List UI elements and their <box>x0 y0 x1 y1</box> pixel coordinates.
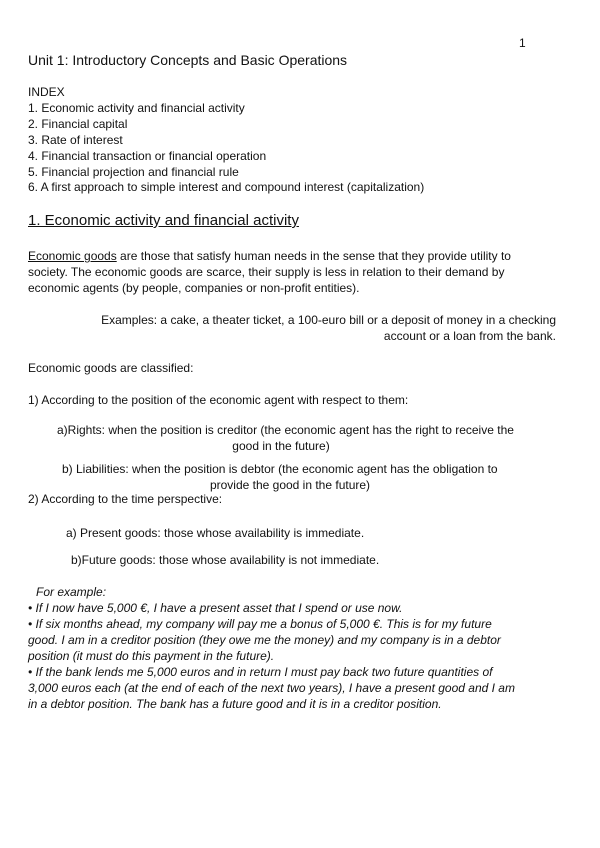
page-number: 1 <box>519 36 526 50</box>
criterion-2: 2) According to the time perspective: <box>28 492 223 506</box>
index-item: 4. Financial transaction or financial operation <box>28 149 267 163</box>
index-heading: INDEX <box>28 85 65 99</box>
future-goods: b)Future goods: those whose availability is not immediate. <box>71 553 380 567</box>
example-line: • If I now have 5,000 €, I have a present asset that I spend or use now. <box>28 601 403 615</box>
examples-line: account or a loan from the bank. <box>383 329 556 343</box>
term-economic-goods: Economic goods <box>28 249 117 263</box>
criterion-1: 1) According to the position of the economic agent with respect to them: <box>28 393 409 407</box>
index-item: 5. Financial projection and financial rule <box>28 165 239 179</box>
example-line: good. I am in a creditor position (they owe me the money) and my company is in a debtor <box>28 633 501 647</box>
example-line: • If the bank lends me 5,000 euros and in return I must pay back two future quantities of <box>28 665 493 679</box>
rights-line: a)Rights: when the position is creditor (the economic agent has the right to receive the <box>57 423 514 437</box>
liabilities-line: provide the good in the future) <box>209 478 371 492</box>
paragraph-line <box>28 248 511 264</box>
rights-line: good in the future) <box>232 439 330 453</box>
classified-text: Economic goods are classified: <box>28 361 194 375</box>
present-goods: a) Present goods: those whose availability is immediate. <box>66 526 365 540</box>
paragraph-line: society. The economic goods are scarce, their supply is less in relation to their demand by <box>28 265 505 279</box>
examples-line: Examples: a cake, a theater ticket, a 100-euro bill or a deposit of money in a checking <box>101 313 556 327</box>
section-heading: 1. Economic activity and financial activity <box>28 212 299 229</box>
index-item: 2. Financial capital <box>28 117 128 131</box>
index-item: 1. Economic activity and financial activity <box>28 101 245 115</box>
index-item: 3. Rate of interest <box>28 133 123 147</box>
example-line: • If six months ahead, my company will pay me a bonus of 5,000 €. This is for my future <box>28 617 492 631</box>
liabilities-line: b) Liabilities: when the position is debtor (the economic agent has the obligation to <box>62 462 498 476</box>
index-item: 6. A first approach to simple interest and compound interest (capitalization) <box>28 180 425 194</box>
for-example-label: For example: <box>36 585 107 599</box>
example-line: in a debtor position. The bank has a future good and it is in a creditor position. <box>28 697 442 711</box>
paragraph-text: are those that satisfy human needs in the sense that they provide utility to <box>116 249 511 263</box>
example-line: position (it must do this payment in the future). <box>28 649 275 663</box>
paragraph-line: economic agents (by people, companies or non-profit entities). <box>28 281 360 295</box>
example-line: 3,000 euros each (at the end of each of the next two years), I have a present good and I am <box>28 681 515 695</box>
page-title: Unit 1: Introductory Concepts and Basic Operations <box>28 52 348 68</box>
